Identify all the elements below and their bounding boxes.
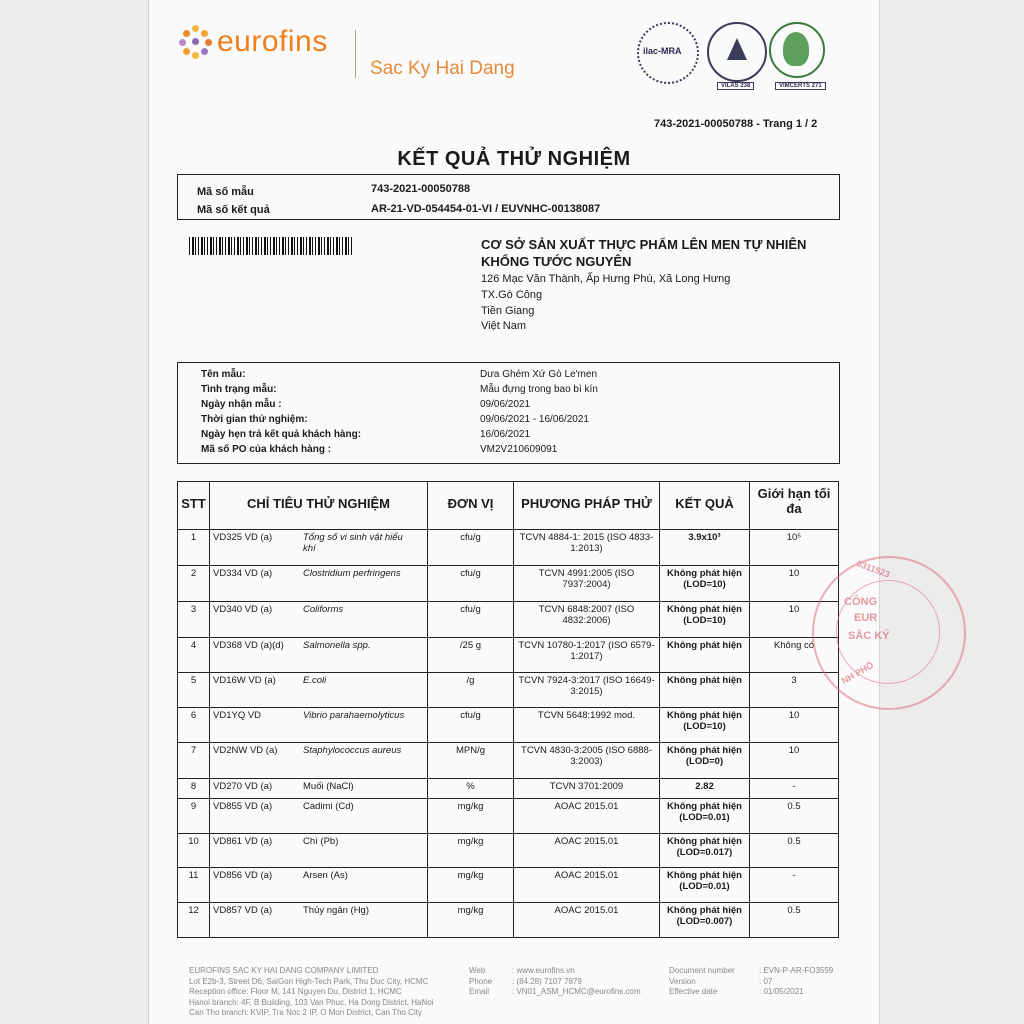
header-result: KẾT QUẢ: [660, 482, 750, 530]
customer-name-line1: CƠ SỞ SẢN XUẤT THỰC PHẨM LÊN MEN TỰ NHIÊN: [481, 237, 807, 252]
footer-line: Reception office: Floor M, 141 Nguyen Du, District 1, HCMC: [189, 987, 402, 996]
table-row: [178, 530, 839, 566]
footer-phone: : (84.28) 7107 7879: [512, 976, 582, 986]
cell-limit: 10: [750, 566, 839, 602]
customer-name: [481, 236, 861, 270]
cell-indicator: [210, 673, 428, 708]
indicator-name: E.coli: [303, 675, 327, 686]
result-id-value: AR-21-VD-054454-01-VI / EUVNHC-00138087: [371, 203, 601, 215]
footer-web: : www.eurofins.vn: [512, 966, 575, 975]
indicator-code: VD857 VD (a): [213, 905, 273, 916]
footer-contact-label: Email: [469, 987, 490, 996]
cell-result: 2.82: [660, 779, 750, 799]
cell-method: AOAC 2015.01: [514, 868, 660, 903]
indicator-code: VD861 VD (a): [213, 836, 273, 847]
report-title: KẾT QUẢ THỬ NGHIỆM: [397, 148, 631, 170]
cell-unit: mg/kg: [428, 799, 514, 834]
cell-stt: 5: [178, 673, 210, 708]
cell-limit: 10: [750, 708, 839, 743]
stamp-line2: EUR: [854, 612, 878, 624]
logo-dots-icon: [179, 25, 213, 59]
cell-unit: cfu/g: [428, 708, 514, 743]
table-row: [178, 708, 839, 743]
header-method: PHƯƠNG PHÁP THỬ: [514, 482, 660, 530]
cell-limit: 10⁵: [750, 530, 839, 566]
footer-contact-values: [512, 966, 672, 998]
cell-unit: mg/kg: [428, 903, 514, 938]
cell-indicator: [210, 868, 428, 903]
indicator-name: Cadimi (Cd): [303, 801, 354, 812]
barcode: [189, 237, 354, 255]
cell-indicator: [210, 779, 428, 799]
sample-info-value: Dưa Ghém Xứ Gò Le'men: [480, 369, 598, 380]
table-row: [178, 834, 839, 868]
cell-method: AOAC 2015.01: [514, 903, 660, 938]
indicator-code: VD340 VD (a): [213, 604, 273, 615]
result-id-label: Mã số kết quả: [197, 204, 270, 216]
cell-unit: %: [428, 779, 514, 799]
indicator-code: VD325 VD (a): [213, 532, 273, 543]
indicator-name: Staphylococcus aureus: [303, 745, 402, 756]
indicator-name: Thủy ngân (Hg): [303, 905, 370, 916]
footer-version: : 07: [759, 976, 773, 986]
indicator-name: Muối (NaCl): [303, 781, 354, 792]
cell-stt: 10: [178, 834, 210, 868]
sample-info-label: Tình trạng mẫu:: [201, 384, 277, 395]
indicator-name: Chì (Pb): [303, 836, 339, 847]
header-indicator: CHỈ TIÊU THỬ NGHIỆM: [210, 482, 428, 530]
sample-id-value: 743-2021-00050788: [371, 183, 471, 195]
cell-unit: MPN/g: [428, 743, 514, 779]
footer-line: Can Tho branch: KVIP, Tra Noc 2 IP, O Mon District, Can Tho City: [189, 1008, 422, 1017]
cell-limit: 10: [750, 602, 839, 638]
ilac-seal-icon: [637, 22, 699, 84]
indicator-name: Vibrio parahaemolyticus: [303, 710, 405, 721]
cell-stt: 7: [178, 743, 210, 779]
indicator-code: VD856 VD (a): [213, 870, 273, 881]
cell-stt: 11: [178, 868, 210, 903]
indicator-name: Tổng số vi sinh vật hiếu khí: [303, 532, 403, 554]
cell-method: TCVN 7924-3:2017 (ISO 16649-3:2015): [514, 673, 660, 708]
footer-doc-number: : EVN-P-AR-FO3559: [759, 966, 834, 975]
brand-name: eurofins: [217, 25, 328, 58]
cell-unit: /g: [428, 673, 514, 708]
cell-result: Không phát hiện (LOD=0.017): [660, 834, 750, 868]
indicator-name: Clostridium perfringens: [303, 568, 401, 579]
vimcerts-label: VIMCERTS 271: [775, 82, 826, 90]
cell-stt: 9: [178, 799, 210, 834]
cell-limit: -: [750, 779, 839, 799]
cell-stt: 12: [178, 903, 210, 938]
cell-indicator: [210, 799, 428, 834]
sample-info-value: 09/06/2021: [480, 399, 531, 410]
header-limit: Giới hạn tối đa: [750, 482, 839, 530]
stamp-text-top: 0311523: [855, 558, 892, 580]
sample-info-value: 16/06/2021: [480, 429, 531, 440]
cell-limit: 3: [750, 673, 839, 708]
cell-indicator: [210, 602, 428, 638]
indicator-code: VD2NW VD (a): [213, 745, 278, 756]
cell-limit: 0.5: [750, 903, 839, 938]
table-row: [178, 779, 839, 799]
cell-limit: Không có: [750, 638, 839, 673]
cell-limit: 0.5: [750, 834, 839, 868]
cell-limit: 10: [750, 743, 839, 779]
cell-unit: mg/kg: [428, 868, 514, 903]
footer-doc-label: Version: [669, 976, 696, 986]
customer-address-line: TX.Gò Công: [481, 289, 543, 301]
cell-method: TCVN 4991:2005 (ISO 7937:2004): [514, 566, 660, 602]
sample-info-label: Thời gian thử nghiệm:: [201, 414, 308, 425]
indicator-code: VD368 VD (a)(d): [213, 640, 284, 651]
cell-unit: mg/kg: [428, 834, 514, 868]
footer-doc-label: Effective date: [669, 987, 718, 996]
indicator-code: VD855 VD (a): [213, 801, 273, 812]
cell-indicator: [210, 903, 428, 938]
company-stamp: [812, 556, 966, 710]
cell-stt: 3: [178, 602, 210, 638]
cell-result: Không phát hiện (LOD=10): [660, 602, 750, 638]
table-row: [178, 673, 839, 708]
cell-method: TCVN 4884-1: 2015 (ISO 4833-1:2013): [514, 530, 660, 566]
footer-contact-label: Phone: [469, 976, 493, 986]
sub-brand: Sac Ky Hai Dang: [370, 58, 515, 79]
indicator-name: Salmonella spp.: [303, 640, 371, 651]
cell-result: Không phát hiện (LOD=0): [660, 743, 750, 779]
cell-method: TCVN 6848:2007 (ISO 4832:2006): [514, 602, 660, 638]
footer-contact-labels: [469, 966, 514, 998]
table-row: [178, 638, 839, 673]
vimcerts-seal-icon: [769, 22, 825, 78]
cell-indicator: [210, 708, 428, 743]
footer-line: Lot E2b-3, Street D6, SaiGon High-Tech Park, Thu Duc City, HCMC: [189, 976, 429, 986]
footer-doc-values: [759, 966, 869, 998]
cell-stt: 2: [178, 566, 210, 602]
cell-stt: 4: [178, 638, 210, 673]
cell-unit: cfu/g: [428, 566, 514, 602]
header-stt: STT: [178, 482, 210, 530]
cell-method: AOAC 2015.01: [514, 799, 660, 834]
cell-method: TCVN 5648:1992 mod.: [514, 708, 660, 743]
sample-id-label: Mã số mẫu: [197, 186, 254, 198]
footer-email: : VN01_ASM_HCMC@eurofins.com: [512, 987, 641, 996]
cell-stt: 6: [178, 708, 210, 743]
stamp-line1: CÔNG: [844, 596, 877, 608]
cell-indicator: [210, 834, 428, 868]
vilas-label: VILAS 238: [717, 82, 754, 90]
footer-address-column: [189, 966, 479, 1019]
sample-info-label: Mã số PO của khách hàng :: [201, 444, 332, 455]
table-row: [178, 743, 839, 779]
cell-result: Không phát hiện: [660, 638, 750, 673]
ilac-seal-text: ilac-MRA: [643, 46, 682, 56]
customer-address-line: 126 Mạc Văn Thành, Ấp Hưng Phú, Xã Long Hưng: [481, 273, 731, 285]
table-row: [178, 566, 839, 602]
sample-info-label: Ngày nhận mẫu :: [201, 399, 282, 410]
sample-info-value: 09/06/2021 - 16/06/2021: [480, 414, 589, 425]
cell-indicator: [210, 743, 428, 779]
customer-address-line: Tiền Giang: [481, 305, 535, 317]
eurofins-logo: [179, 22, 328, 62]
indicator-code: VD16W VD (a): [213, 675, 276, 686]
indicator-code: VD270 VD (a): [213, 781, 273, 792]
cell-stt: 8: [178, 779, 210, 799]
customer-name-line2: KHỔNG TƯỚC NGUYÊN: [481, 254, 632, 269]
indicator-name: Arsen (As): [303, 870, 348, 881]
cell-unit: /25 g: [428, 638, 514, 673]
cell-result: Không phát hiện (LOD=0.007): [660, 903, 750, 938]
results-table: [177, 481, 839, 938]
cell-method: TCVN 10780-1:2017 (ISO 6579-1:2017): [514, 638, 660, 673]
cell-result: Không phát hiện (LOD=0.01): [660, 868, 750, 903]
bureau-accreditation-seal-icon: [707, 22, 767, 82]
indicator-code: VD1YQ VD: [213, 710, 262, 721]
document-reference: 743-2021-00050788 - Trang 1 / 2: [654, 118, 818, 130]
header-unit: ĐƠN VỊ: [428, 482, 514, 530]
cell-limit: 0.5: [750, 799, 839, 834]
header-divider: [355, 30, 356, 78]
indicator-name: Coliforms: [303, 604, 344, 615]
sample-info-value: VM2V210609091: [480, 444, 558, 455]
cell-stt: 1: [178, 530, 210, 566]
accreditation-seals: [637, 20, 822, 100]
footer-company: EUROFINS SAC KY HAI DANG COMPANY LIMITED: [189, 966, 379, 975]
cell-unit: cfu/g: [428, 530, 514, 566]
table-row: [178, 903, 839, 938]
cell-unit: cfu/g: [428, 602, 514, 638]
sample-info-label: Tên mẫu:: [201, 369, 246, 380]
sample-info-value: Mẫu đựng trong bao bì kín: [480, 384, 598, 395]
indicator-code: VD334 VD (a): [213, 568, 273, 579]
table-row: [178, 799, 839, 834]
footer-doc-labels: [669, 966, 761, 998]
customer-address-line: Việt Nam: [481, 320, 527, 332]
sample-info-label: Ngày hẹn trả kết quả khách hàng:: [201, 429, 362, 440]
report-page: [148, 0, 880, 1024]
cell-result: Không phát hiện (LOD=10): [660, 708, 750, 743]
cell-indicator: [210, 638, 428, 673]
cell-method: AOAC 2015.01: [514, 834, 660, 868]
cell-result: Không phát hiện (LOD=0.01): [660, 799, 750, 834]
results-table-body: [178, 530, 839, 938]
cell-indicator: [210, 530, 428, 566]
footer-effective-date: : 01/05/2021: [759, 987, 804, 996]
table-row: [178, 602, 839, 638]
cell-limit: -: [750, 868, 839, 903]
cell-result: Không phát hiện: [660, 673, 750, 708]
stamp-text-bottom: NH PHỐ: [839, 659, 876, 687]
cell-result: 3.9x10³: [660, 530, 750, 566]
table-row: [178, 868, 839, 903]
cell-result: Không phát hiện (LOD=10): [660, 566, 750, 602]
cell-method: TCVN 3701:2009: [514, 779, 660, 799]
cell-method: TCVN 4830-3:2005 (ISO 6888-3:2003): [514, 743, 660, 779]
stamp-line3: SẮC KÝ: [848, 630, 890, 642]
footer-doc-label: Document number: [669, 966, 735, 975]
footer-line: Hanoi branch: 4F, B Building, 103 Van Phuc, Ha Dong District, HaNoi: [189, 997, 434, 1007]
cell-indicator: [210, 566, 428, 602]
footer-contact-label: Web: [469, 966, 486, 975]
